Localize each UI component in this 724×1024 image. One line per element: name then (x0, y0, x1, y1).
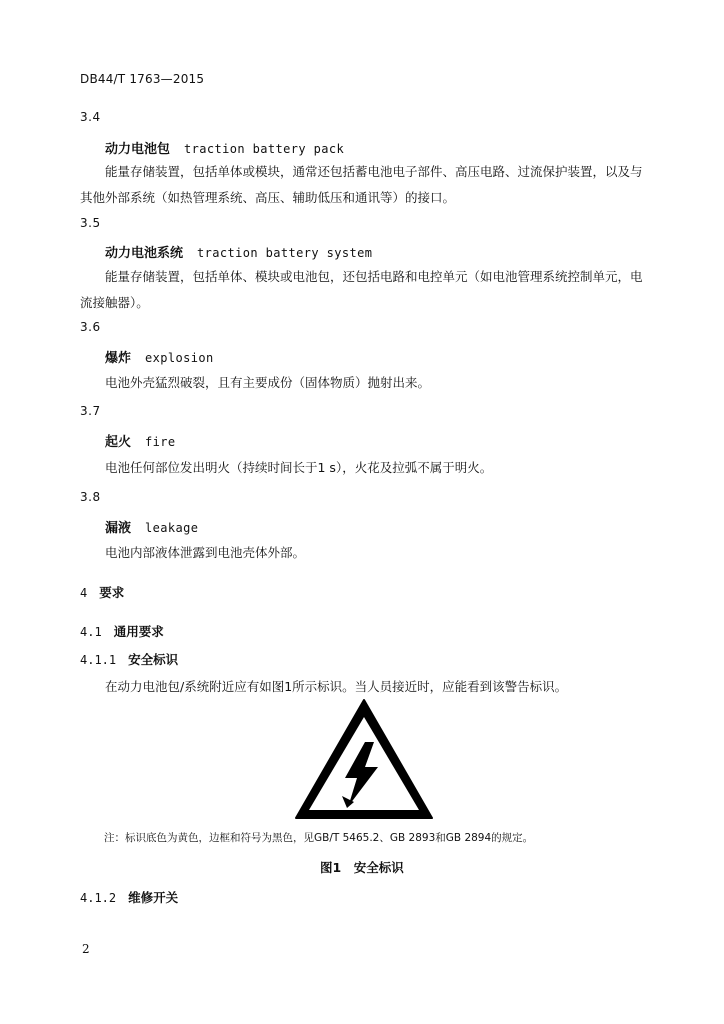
standard-code-header: DB44/T 1763—2015 (80, 72, 205, 86)
definition-3-4: 能量存储装置，包括单体或模块，通常还包括蓄电池电子部件、高压电路、过流保护装置，以及与其他外部系统（如热管理系统、高压、辅助低压和通讯等）的接口。 (80, 164, 643, 205)
heading-number: 4.1.2 (80, 891, 117, 905)
high-voltage-warning-icon (294, 698, 434, 820)
heading-title: 安全标识 (128, 652, 179, 667)
term-en: explosion (145, 351, 214, 365)
heading-title: 维修开关 (128, 890, 179, 905)
definition-3-8: 电池内部液体泄露到电池壳体外部。 (105, 545, 306, 560)
section-number-3-5: 3.5 (80, 216, 101, 230)
section-number-3-8: 3.8 (80, 490, 101, 504)
section-number-3-7: 3.7 (80, 404, 101, 418)
heading-4 (80, 583, 124, 601)
term-zh: 起火 (105, 435, 132, 450)
heading-number: 4.1.1 (80, 653, 117, 667)
term-3-8 (105, 517, 198, 536)
term-en: traction battery pack (184, 142, 345, 156)
definition-3-7: 电池任何部位发出明火（持续时间长于1 s），火花及拉弧不属于明火。 (105, 460, 493, 475)
definition-3-5: 能量存储装置，包括单体、模块或电池包，还包括电路和电控单元（如电池管理系统控制单元，电流接触器）。 (80, 269, 643, 310)
heading-number: 4.1 (80, 625, 102, 639)
figure-note: 注：标识底色为黄色，边框和符号为黑色，见GB/T 5465.2、GB 2893和GB 2894的规定。 (104, 832, 534, 844)
term-zh: 动力电池系统 (105, 246, 184, 261)
term-3-5 (105, 242, 372, 261)
page-number: 2 (82, 942, 90, 956)
term-zh: 爆炸 (105, 351, 132, 366)
heading-4-1-2 (80, 888, 178, 906)
term-zh: 漏液 (105, 521, 132, 536)
term-zh: 动力电池包 (105, 142, 171, 157)
heading-4-1 (80, 622, 164, 640)
term-en: leakage (145, 521, 199, 535)
term-3-7 (105, 431, 176, 450)
term-en: traction battery system (197, 246, 373, 260)
figure-caption: 图1 安全标识 (320, 860, 404, 875)
section-number-3-4: 3.4 (80, 110, 101, 124)
section-number-3-6: 3.6 (80, 320, 101, 334)
heading-title: 通用要求 (113, 624, 164, 639)
term-en: fire (145, 435, 176, 449)
heading-4-1-1 (80, 650, 178, 668)
term-3-6 (105, 347, 214, 366)
definition-3-6: 电池外壳猛烈破裂，且有主要成份（固体物质）抛射出来。 (105, 375, 431, 390)
heading-title: 要求 (99, 585, 125, 600)
heading-number: 4 (80, 586, 88, 600)
term-3-4 (105, 138, 344, 157)
safety-sign-text: 在动力电池包/系统附近应有如图1所示标识。当人员接近时，应能看到该警告标识。 (105, 679, 568, 694)
